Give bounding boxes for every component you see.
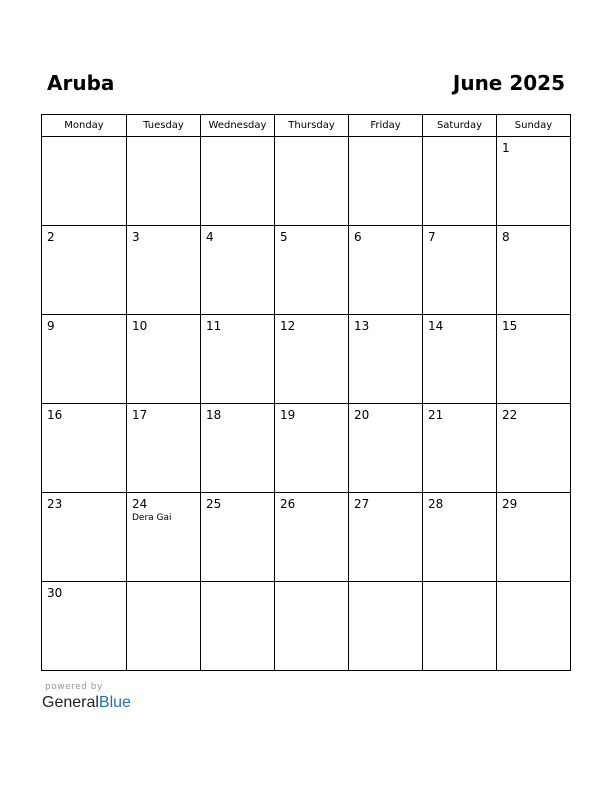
day-cell xyxy=(349,226,423,315)
day-number: 22 xyxy=(502,408,518,422)
day-cell xyxy=(349,137,423,226)
day-cell xyxy=(423,137,497,226)
day-number: 29 xyxy=(502,497,518,511)
day-number xyxy=(201,582,274,587)
day-cell xyxy=(275,315,349,404)
day-cell xyxy=(423,493,497,582)
day-number: 5 xyxy=(280,230,288,244)
day-number: 10 xyxy=(132,319,148,333)
weekday-header: Saturday xyxy=(423,115,497,137)
day-cell xyxy=(423,315,497,404)
day-number: 2 xyxy=(47,230,55,244)
day-cell xyxy=(497,493,571,582)
day-number xyxy=(497,582,570,587)
weekday-header: Thursday xyxy=(275,115,349,137)
day-cell xyxy=(42,226,127,315)
calendar-grid xyxy=(41,114,571,671)
day-number: 26 xyxy=(280,497,296,511)
day-cell xyxy=(201,315,275,404)
day-number: 21 xyxy=(428,408,444,422)
day-number: 16 xyxy=(47,408,63,422)
day-cell xyxy=(349,493,423,582)
day-number: 27 xyxy=(354,497,370,511)
day-cell xyxy=(42,137,127,226)
day-number: 6 xyxy=(354,230,362,244)
day-cell xyxy=(201,493,275,582)
week-row xyxy=(42,404,571,493)
day-cell xyxy=(497,582,571,671)
day-cell xyxy=(127,137,201,226)
day-number: 18 xyxy=(206,408,222,422)
day-number xyxy=(423,582,496,587)
day-cell xyxy=(201,404,275,493)
day-number: 8 xyxy=(502,230,510,244)
day-cell xyxy=(127,493,201,582)
day-number: 15 xyxy=(502,319,518,333)
week-row xyxy=(42,315,571,404)
day-number: 13 xyxy=(354,319,370,333)
day-number xyxy=(42,137,126,142)
day-number xyxy=(275,582,348,587)
day-cell xyxy=(201,137,275,226)
day-number: 11 xyxy=(206,319,222,333)
day-cell xyxy=(42,493,127,582)
day-number xyxy=(127,582,200,587)
day-cell xyxy=(42,315,127,404)
day-cell xyxy=(497,137,571,226)
day-cell xyxy=(423,404,497,493)
day-number xyxy=(349,137,422,142)
day-number: 12 xyxy=(280,319,296,333)
weekday-header-row xyxy=(42,115,571,137)
week-row xyxy=(42,137,571,226)
day-cell xyxy=(497,315,571,404)
day-cell xyxy=(349,315,423,404)
day-number: 9 xyxy=(47,319,55,333)
brand-logo[interactable] xyxy=(42,694,131,712)
month-year-title: June 2025 xyxy=(452,71,565,95)
day-number: 19 xyxy=(280,408,296,422)
day-cell xyxy=(275,493,349,582)
weekday-header: Tuesday xyxy=(127,115,201,137)
day-cell xyxy=(201,226,275,315)
weekday-header: Sunday xyxy=(497,115,571,137)
day-cell xyxy=(275,226,349,315)
day-number xyxy=(423,137,496,142)
day-cell xyxy=(127,404,201,493)
day-cell xyxy=(127,582,201,671)
day-number: 24 xyxy=(132,497,148,511)
day-number xyxy=(349,582,422,587)
day-number: 20 xyxy=(354,408,370,422)
day-cell xyxy=(423,582,497,671)
day-number: 1 xyxy=(502,141,510,155)
day-cell xyxy=(497,404,571,493)
brand-name-part1: General xyxy=(42,694,99,711)
day-number: 28 xyxy=(428,497,444,511)
day-cell xyxy=(127,226,201,315)
week-row xyxy=(42,226,571,315)
day-cell xyxy=(423,226,497,315)
day-cell xyxy=(275,404,349,493)
weekday-header: Wednesday xyxy=(201,115,275,137)
day-number xyxy=(127,137,200,142)
day-number xyxy=(201,137,274,142)
day-cell xyxy=(42,404,127,493)
day-cell xyxy=(42,582,127,671)
week-row xyxy=(42,493,571,582)
weekday-header: Friday xyxy=(349,115,423,137)
day-number xyxy=(275,137,348,142)
day-cell xyxy=(275,582,349,671)
day-cell xyxy=(201,582,275,671)
day-number: 30 xyxy=(47,586,63,600)
region-title: Aruba xyxy=(47,71,115,95)
day-cell xyxy=(275,137,349,226)
day-number: 23 xyxy=(47,497,63,511)
brand-name-part2: Blue xyxy=(98,694,131,711)
holiday-label: Dera Gai xyxy=(132,513,172,523)
day-number: 7 xyxy=(428,230,436,244)
day-number: 17 xyxy=(132,408,148,422)
day-number: 4 xyxy=(206,230,214,244)
week-row xyxy=(42,582,571,671)
day-number: 25 xyxy=(206,497,222,511)
day-cell xyxy=(497,226,571,315)
powered-by-label: powered by xyxy=(45,682,103,692)
weekday-header: Monday xyxy=(42,115,127,137)
day-cell xyxy=(349,404,423,493)
day-cell xyxy=(127,315,201,404)
day-number: 3 xyxy=(132,230,140,244)
day-number: 14 xyxy=(428,319,444,333)
day-cell xyxy=(349,582,423,671)
